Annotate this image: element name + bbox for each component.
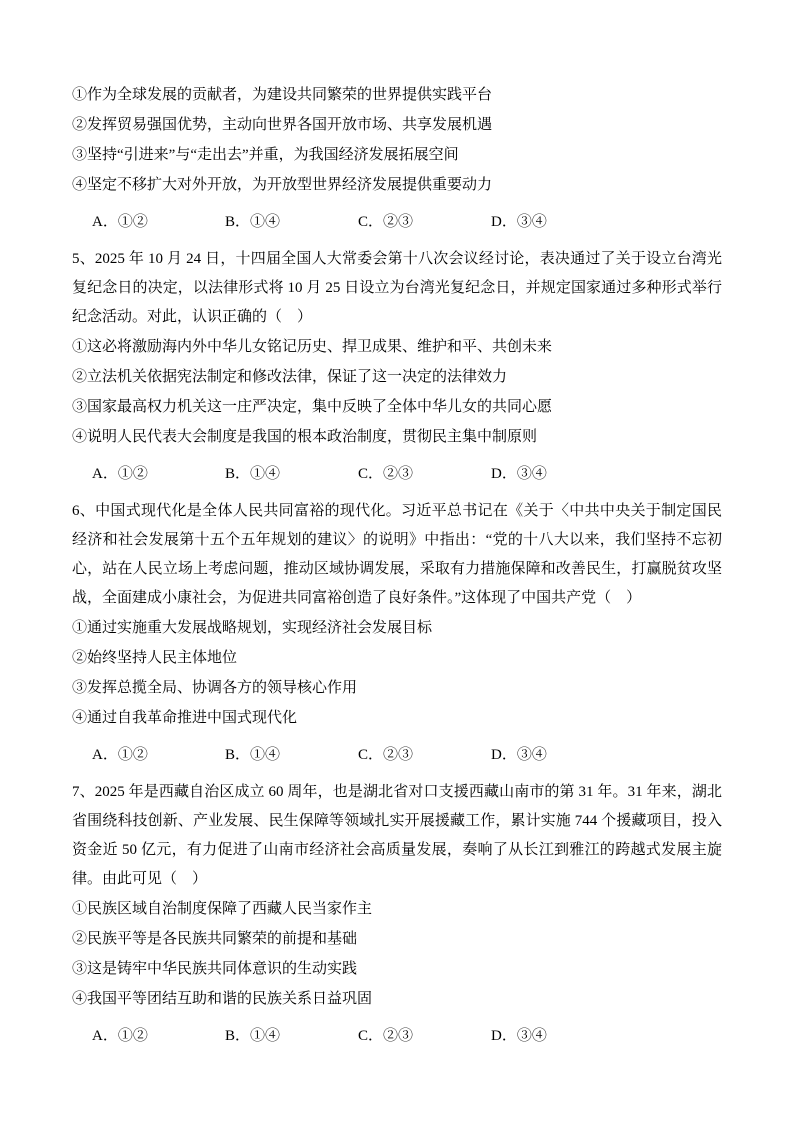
question-block-4 bbox=[72, 80, 722, 237]
answer-choices-row bbox=[72, 1022, 722, 1051]
answer-choices-row bbox=[72, 208, 722, 237]
answer-choices-row bbox=[72, 460, 722, 489]
question-stem: 5、2025 年 10 月 24 日，十四届全国人大常委会第十八次会议经讨论，表决通过了关于设立台湾光复纪念日的决定，以法律形式将 10 月 25 日设立为台湾光复纪念日，并规定国家通过多种形式举行纪念活动。对此，认识正确的（ ） bbox=[72, 251, 722, 325]
answer-choice-b: B．①④ bbox=[225, 214, 281, 230]
question-option: ②始终坚持人民主体地位 bbox=[72, 650, 238, 666]
answer-choices-row bbox=[72, 741, 722, 770]
question-option: ①民族区域自治制度保障了西藏人民当家作主 bbox=[72, 901, 373, 917]
question-option: ④坚定不移扩大对外开放，为开放型世界经济发展提供重要动力 bbox=[72, 177, 493, 193]
question-option: ④说明人民代表大会制度是我国的根本政治制度，贯彻民主集中制原则 bbox=[72, 429, 538, 445]
answer-choice-b: B．①④ bbox=[225, 747, 281, 763]
question-option: ④我国平等团结互助和谐的民族关系日益巩固 bbox=[72, 991, 373, 1007]
answer-choice-a: A．①② bbox=[92, 1028, 148, 1044]
answer-choice-a: A．①② bbox=[92, 214, 148, 230]
answer-choice-b: B．①④ bbox=[225, 466, 281, 482]
answer-choice-d: D．③④ bbox=[491, 747, 547, 763]
question-option: ①这必将激励海内外中华儿女铭记历史、捍卫成果、维护和平、共创未来 bbox=[72, 339, 553, 355]
question-option: ③这是铸牢中华民族共同体意识的生动实践 bbox=[72, 961, 358, 977]
answer-choice-b: B．①④ bbox=[225, 1028, 281, 1044]
question-option: ④通过自我革命推进中国式现代化 bbox=[72, 710, 298, 726]
question-option: ①作为全球发展的贡献者，为建设共同繁荣的世界提供实践平台 bbox=[72, 87, 493, 103]
answer-choice-c: C．②③ bbox=[358, 214, 414, 230]
question-stem: 7、2025 年是西藏自治区成立 60 周年，也是湖北省对口支援西藏山南市的第 31 年。31 年来，湖北省围绕科技创新、产业发展、民生保障等领域扎实开展援藏工作，累计实施 744 个援藏项目，投入资金近 50 亿元，有力促进了山南市经济社会高质量发展，奏响了从长江到雅江的跨越式发展主旋律。由此可见（ ） bbox=[72, 784, 722, 887]
question-option: ①通过实施重大发展战略规划，实现经济社会发展目标 bbox=[72, 620, 433, 636]
answer-choice-a: A．①② bbox=[92, 466, 148, 482]
answer-choice-c: C．②③ bbox=[358, 466, 414, 482]
answer-choice-d: D．③④ bbox=[491, 466, 547, 482]
question-option: ②立法机关依据宪法制定和修改法律，保证了这一决定的法律效力 bbox=[72, 369, 508, 385]
question-block-5 bbox=[72, 245, 722, 489]
question-option: ③国家最高权力机关这一庄严决定，集中反映了全体中华儿女的共同心愿 bbox=[72, 399, 553, 415]
question-option: ②发挥贸易强国优势，主动向世界各国开放市场、共享发展机遇 bbox=[72, 117, 493, 133]
question-option: ③发挥总揽全局、协调各方的领导核心作用 bbox=[72, 680, 358, 696]
answer-choice-c: C．②③ bbox=[358, 1028, 414, 1044]
answer-choice-a: A．①② bbox=[92, 747, 148, 763]
question-option: ③坚持“引进来”与“走出去”并重，为我国经济发展拓展空间 bbox=[72, 147, 459, 163]
question-block-6 bbox=[72, 497, 722, 770]
answer-choice-d: D．③④ bbox=[491, 214, 547, 230]
answer-choice-d: D．③④ bbox=[491, 1028, 547, 1044]
question-stem: 6、中国式现代化是全体人民共同富裕的现代化。习近平总书记在《关于〈中共中央关于制定国民经济和社会发展第十五个五年规划的建议〉的说明》中指出：“党的十八大以来，我们坚持不忘初心，站在人民立场上考虑问题，推动区域协调发展，采取有力措施保障和改善民生，打赢脱贫攻坚战，全面建成小康社会，为促进共同富裕创造了良好条件。”这体现了中国共产党（ ） bbox=[72, 503, 722, 606]
question-block-7 bbox=[72, 778, 722, 1051]
question-option: ②民族平等是各民族共同繁荣的前提和基础 bbox=[72, 931, 358, 947]
answer-choice-c: C．②③ bbox=[358, 747, 414, 763]
